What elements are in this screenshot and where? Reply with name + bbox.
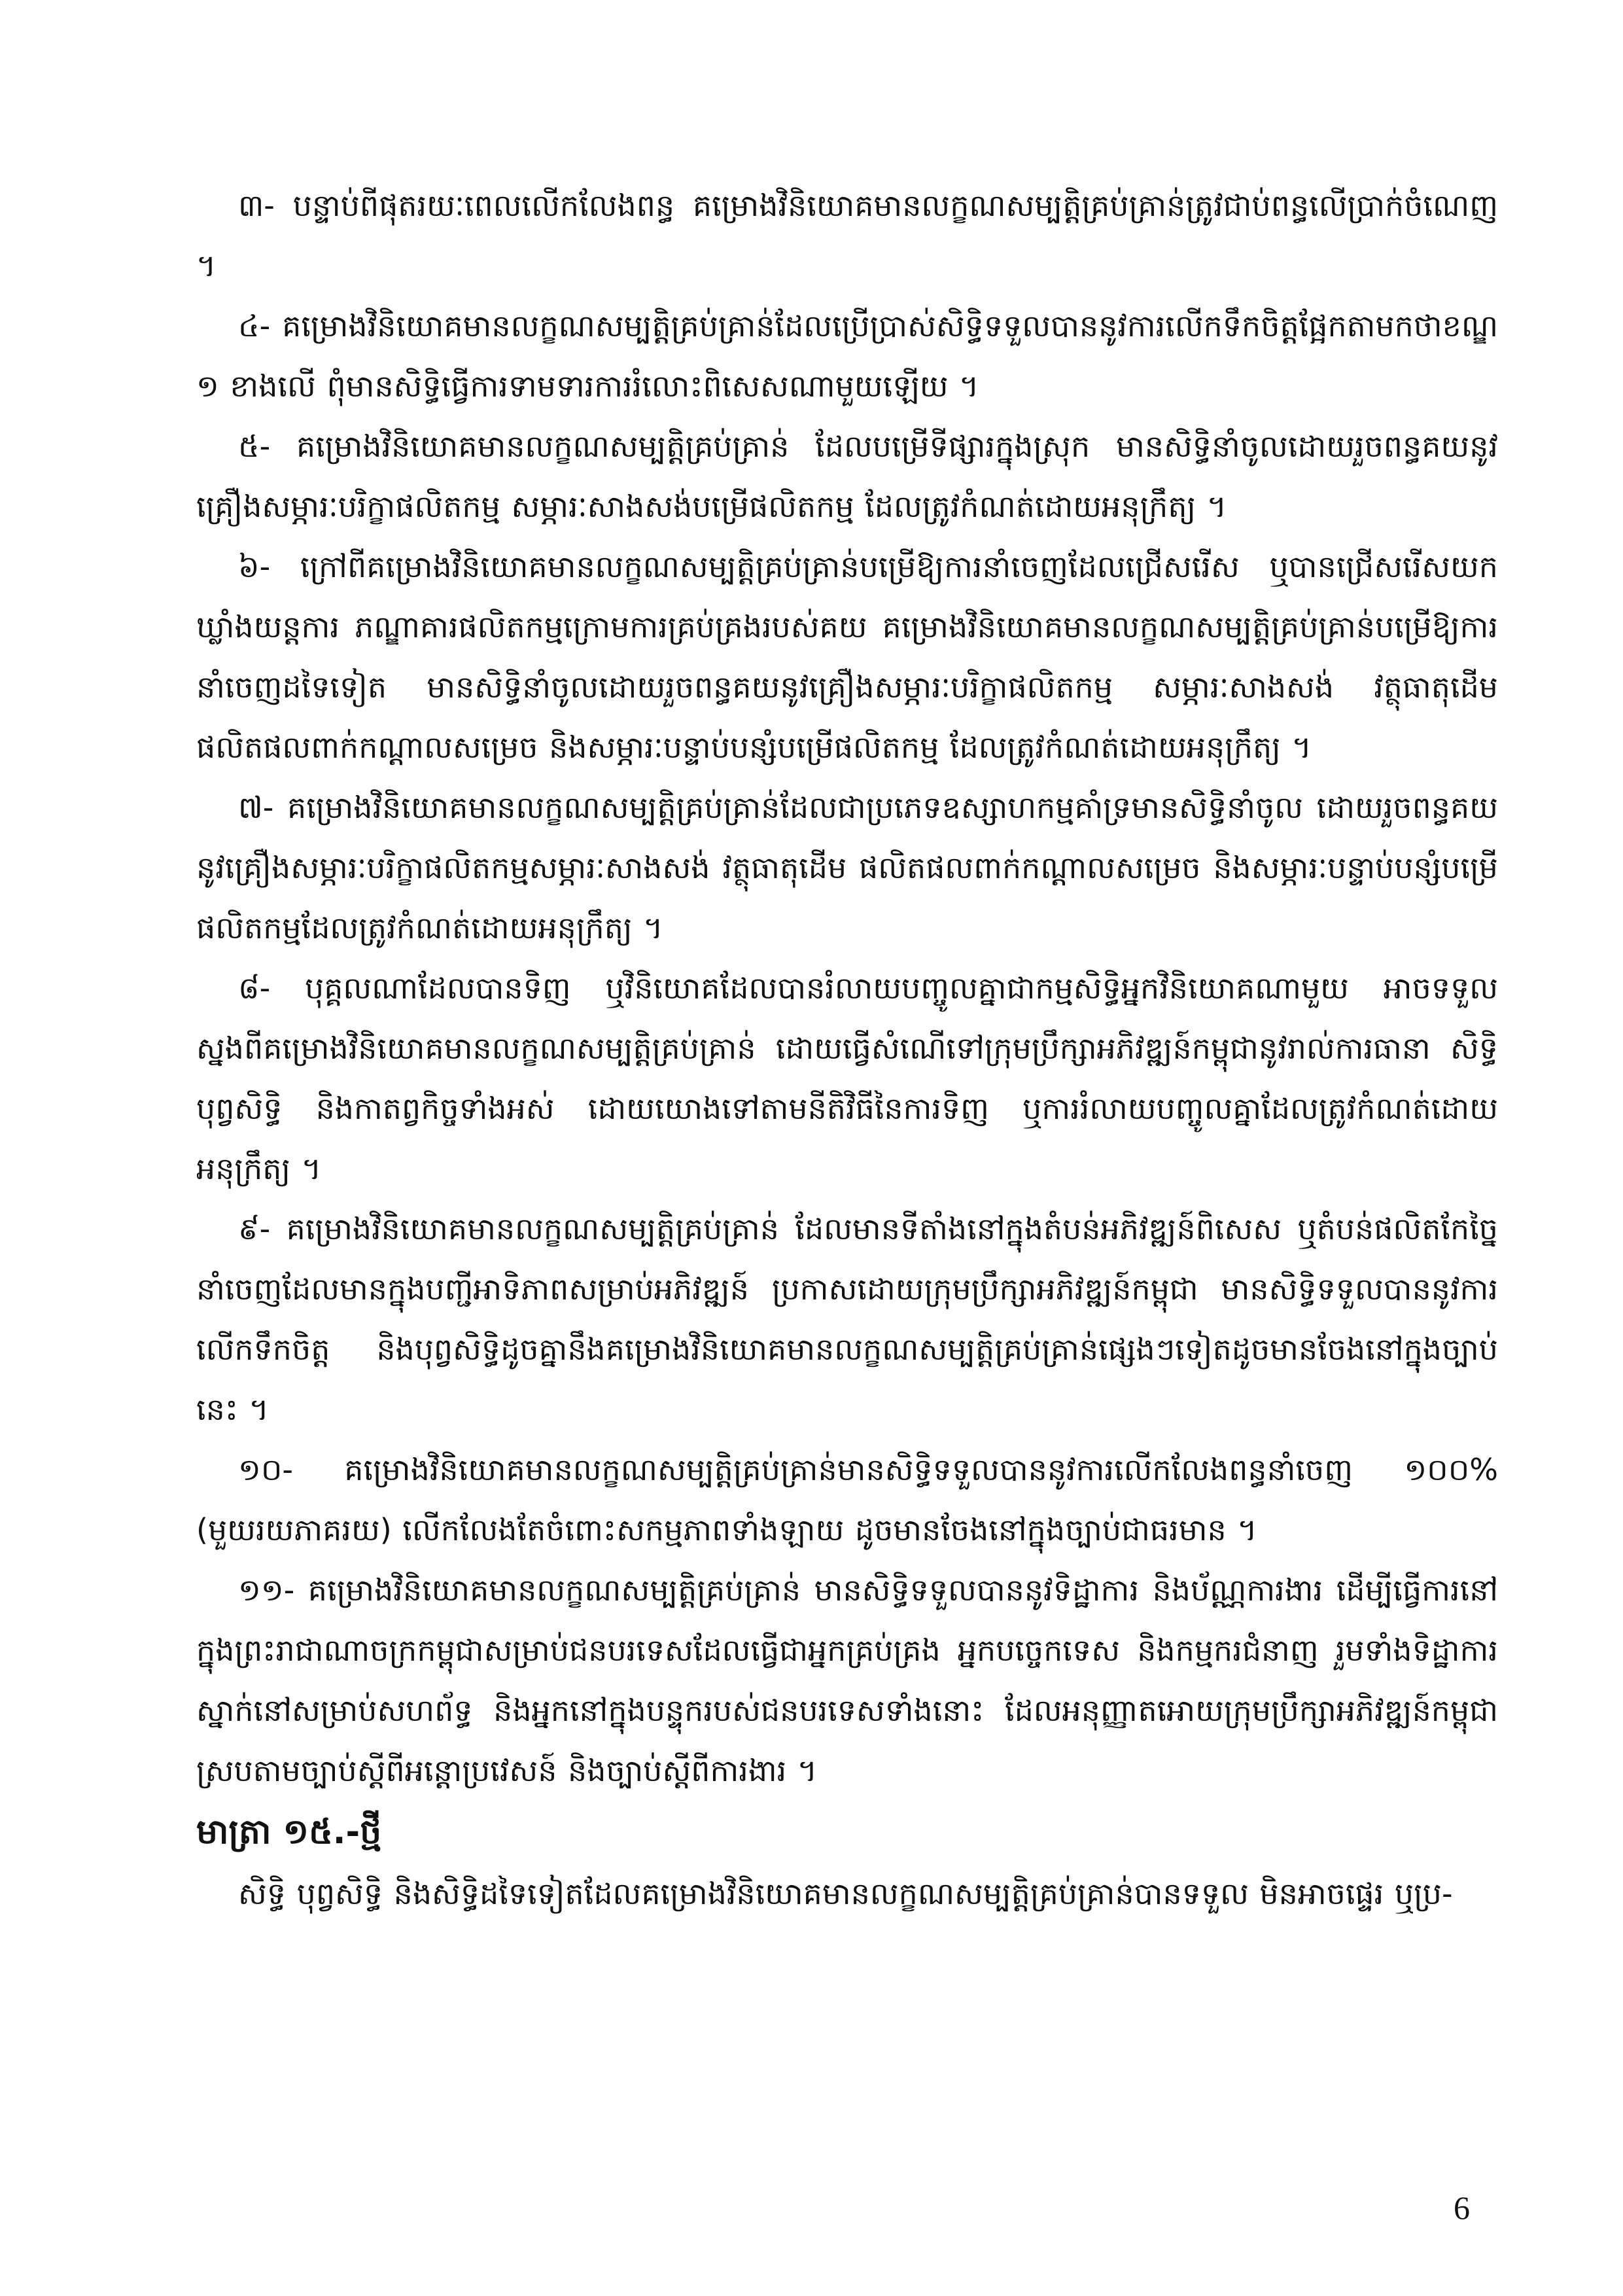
page-number: 6 [1454, 2189, 1470, 2226]
paragraph-item-6: ៦- ក្រៅពីគម្រោងវិនិយោគមានលក្ខណសម្បត្តិគ្រប់គ្រាន់បម្រើឱ្យការនាំចេញដែលជ្រើសរើស ឬបានជ្រើសរើសយកឃ្លាំងយន្តការ ភណ្ឌាគារផលិតកម្មក្រោមការគ្រប់គ្រងរបស់គយ គម្រោងវិនិយោគមានលក្ខណសម្បត្តិគ្រប់គ្រាន់បម្រើឱ្យការនាំចេញដទៃទៀត មានសិទ្ធិនាំចូលដោយរួចពន្ធគយនូវគ្រឿងសម្ភារៈបរិក្ខាផលិតកម្ម សម្ភារៈសាងសង់ វត្ថុធាតុដើម ផលិតផលពាក់កណ្តាលសម្រេច និងសម្ភារៈបន្ទាប់បន្សំបម្រើផលិតកម្ម ដែលត្រូវកំណត់ដោយអនុក្រឹត្យ ។ [196, 549, 1498, 765]
paragraph-item-3: ៣- បន្ទាប់ពីផុតរយៈពេលលើកលែងពន្ធ គម្រោងវិនិយោគមានលក្ខណសម្បត្តិគ្រប់គ្រាន់ត្រូវជាប់ពន្ធលើប្រាក់ចំណេញ ។ [196, 188, 1498, 283]
article-heading: មាត្រា ១៥.-ថ្មី [196, 1812, 382, 1852]
document-body [196, 175, 1498, 1924]
closing-paragraph: សិទ្ធិ បុព្វសិទ្ធិ និងសិទ្ធិដទៃទៀតដែលគម្រោងវិនិយោគមានលក្ខណសម្បត្តិគ្រប់គ្រាន់បានទទួល មិនអាចផ្ទេរ ឬប្រ- [238, 1876, 1453, 1911]
paragraph-item-4: ៤- គម្រោងវិនិយោគមានលក្ខណសម្បត្តិគ្រប់គ្រាន់ដែលប្រើប្រាស់សិទ្ធិទទួលបាននូវការលើកទឹកចិត្តផ្អែកតាមកថាខណ្ឌ ១ ខាងលើ ពុំមានសិទ្ធិធ្វើការទាមទារការរំលោះពិសេសណាមួយឡើយ ។ [196, 308, 1498, 404]
paragraph-item-9: ៩- គម្រោងវិនិយោគមានលក្ខណសម្បត្តិគ្រប់គ្រាន់ ដែលមានទីតាំងនៅក្នុងតំបន់អភិវឌ្ឍន៍ពិសេស ឬតំបន់ផលិតកែច្នៃនាំចេញដែលមានក្នុងបញ្ជីអាទិភាពសម្រាប់អភិវឌ្ឍន៍ ប្រកាសដោយក្រុមប្រឹក្សាអភិវឌ្ឍន៍កម្ពុជា មានសិទ្ធិទទួលបាននូវការលើកទឹកចិត្ត និងបុព្វសិទ្ធិដូចគ្នានឹងគម្រោងវិនិយោគមានលក្ខណសម្បត្តិគ្រប់គ្រាន់ផ្សេងៗទៀតដូចមានចែងនៅក្នុងច្បាប់នេះ ។ [196, 1211, 1498, 1427]
paragraph-item-5: ៥- គម្រោងវិនិយោគមានលក្ខណសម្បត្តិគ្រប់គ្រាន់ ដែលបម្រើទីផ្សារក្នុងស្រុក មានសិទ្ធិនាំចូលដោយរួចពន្ធគយនូវគ្រឿងសម្ភារៈបរិក្ខាផលិតកម្ម សម្ភារៈសាងសង់បម្រើផលិតកម្ម ដែលត្រូវកំណត់ដោយអនុក្រឹត្យ ។ [196, 429, 1498, 524]
paragraph-item-7: ៧- គម្រោងវិនិយោគមានលក្ខណសម្បត្តិគ្រប់គ្រាន់ដែលជាប្រភេទឧស្សាហកម្មគាំទ្រមានសិទ្ធិនាំចូល ដោយរួចពន្ធគយ នូវគ្រឿងសម្ភារៈបរិក្ខាផលិតកម្មសម្ភារៈសាងសង់ វត្ថុធាតុដើម ផលិតផលពាក់កណ្តាលសម្រេច និងសម្ភារៈបន្ទាប់បន្សំបម្រើផលិតកម្មដែលត្រូវកំណត់ដោយអនុក្រឹត្យ ។ [196, 790, 1498, 945]
paragraph-item-11: ១១- គម្រោងវិនិយោគមានលក្ខណសម្បត្តិគ្រប់គ្រាន់ មានសិទ្ធិទទួលបាននូវទិដ្ឋាការ និងប័ណ្ណការងារ ដើម្បីធ្វើការនៅក្នុងព្រះរាជាណាចក្រកម្ពុជាសម្រាប់ជនបរទេសដែលធ្វើជាអ្នកគ្រប់គ្រង អ្នកបច្ចេកទេស និងកម្មករជំនាញ រួមទាំងទិដ្ឋាការស្នាក់នៅសម្រាប់សហព័ទ្ធ និងអ្នកនៅក្នុងបន្ទុករបស់ជនបរទេសទាំងនោះ ដែលអនុញ្ញាតអោយក្រុមប្រឹក្សាអភិវឌ្ឍន៍កម្ពុជា ស្របតាមច្បាប់ស្តីពីអន្តោប្រវេសន៍ និងច្បាប់ស្តីពីការងារ ។ [196, 1572, 1498, 1788]
paragraph-item-8: ៨- បុគ្គលណាដែលបានទិញ ឬវិនិយោគដែលបានរំលាយបញ្ចូលគ្នាជាកម្មសិទ្ធិអ្នកវិនិយោគណាមួយ អាចទទួលស្នងពីគម្រោងវិនិយោគមានលក្ខណសម្បត្តិគ្រប់គ្រាន់ ដោយធ្វើសំណើទៅក្រុមប្រឹក្សាអភិវឌ្ឍន៍កម្ពុជានូវរាល់ការធានា សិទ្ធិ បុព្វសិទ្ធិ និងកាតព្វកិច្ចទាំងអស់ ដោយយោងទៅតាមនីតិវិធីនៃការទិញ ឬការរំលាយបញ្ចូលគ្នាដែលត្រូវកំណត់ដោយអនុក្រឹត្យ ។ [196, 970, 1498, 1186]
paragraph-item-10: ១០- គម្រោងវិនិយោគមានលក្ខណសម្បត្តិគ្រប់គ្រាន់មានសិទ្ធិទទួលបាននូវការលើកលែងពន្ធនាំចេញ ១០០% (មួយរយភាគរយ) លើកលែងតែចំពោះសកម្មភាពទាំងឡាយ ដូចមានចែងនៅក្នុងច្បាប់ជាធរមាន ។ [196, 1452, 1498, 1547]
